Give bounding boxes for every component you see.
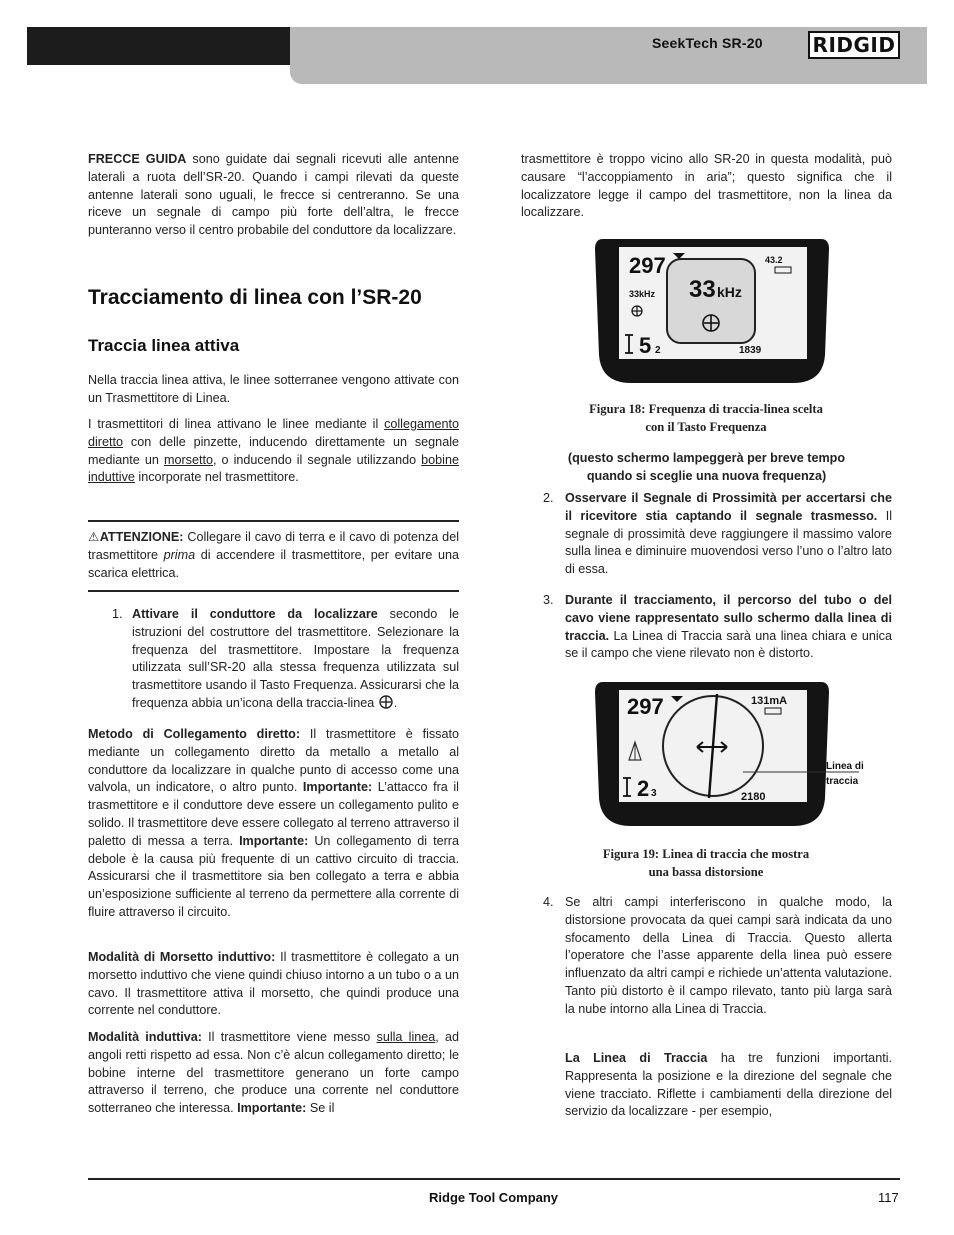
fig18-depth-unit: 2 bbox=[655, 345, 661, 356]
fig18-small-trace-icon bbox=[632, 306, 642, 316]
figure-19-caption: Figura 19: Linea di traccia che mostra una bassa distorsione bbox=[602, 847, 810, 879]
intro-paragraph: Nella traccia linea attiva, le linee sotterranee vengono attivate con un Trasmettitore di Linea. bbox=[88, 373, 459, 405]
warning-box: ⚠ATTENZIONE: Collegare il cavo di terra e il cavo di potenza del trasmettitore prima di accendere il trasmettitore, per evitare una scarica elettrica. bbox=[88, 530, 460, 580]
footer-rule bbox=[88, 1178, 900, 1180]
subsection-heading: Traccia linea attiva bbox=[88, 336, 240, 355]
figure-18-note: (questo schermo lampeggerà per breve tempo quando si sceglie una nuova frequenza) bbox=[567, 451, 846, 483]
figure-18-screen bbox=[593, 235, 831, 387]
fig18-prox-text: 1839 bbox=[739, 345, 762, 356]
transmitter-paragraph: I trasmettitori di linea attivano le linee mediante il collegamento diretto con delle pinzette, inducendo direttamente un segnale mediante un morsetto, o inducendo il segnale utilizzando bobine induttive incorporate nel trasmettitore. bbox=[88, 417, 459, 485]
frecce-guida-paragraph: FRECCE GUIDA sono guidate dai segnali ricevuti alle antenne laterali a ruota dell’SR-20. Quando i campi rilevati da queste antenne laterali sono uguali, le frecce si centreranno. Se una riceve un segnale di campo più forte dell’altra, le frecce punteranno verso il centro probabile del conduttore da localizzare. bbox=[88, 152, 459, 238]
list-number-1: 1. bbox=[112, 607, 123, 621]
footer-company: Ridge Tool Company bbox=[429, 1190, 559, 1205]
fig18-signal-text: 297 bbox=[629, 253, 666, 278]
warning-bottom-rule bbox=[88, 590, 459, 592]
air-coupling-paragraph: trasmettitore è troppo vicino allo SR-20 in questa modalità, può causare “l’accoppiamento in aria”; questo significa che il localizzatore legge il campo del trasmettitore, non la linea da localizzare. bbox=[521, 152, 892, 220]
list-item-3: Durante il tracciamento, il percorso del tubo o del cavo viene rappresentato sullo schermo dalla linea di traccia. La Linea di Traccia sarà una linea chiara e unica se il campo che viene rilevato non è distorto. bbox=[565, 593, 892, 661]
header-title: SeekTech SR-20 bbox=[652, 35, 763, 51]
warning-top-rule bbox=[88, 520, 459, 522]
fig18-freq-unit: kHz bbox=[717, 284, 742, 300]
fig18-freq-big: 33 bbox=[689, 276, 716, 303]
list-number-2: 2. bbox=[543, 491, 554, 505]
direct-connection-paragraph: Metodo di Collegamento diretto: Il trasmettitore è fissato mediante un collegamento diretto da metallo a metallo al conduttore da localizzare in qualche punto di accesso come una valvola, un indicatore, o altro punto. Importante: L’attacco fra il trasmettitore e il conduttore deve essere un collegamento pulito e solido. Il trasmettitore deve essere collegato al terreno attraverso il paletto di messa a terra. Importante: Un collegamento di terra debole è la causa più frequente di un cattivo circuito di traccia. Assicurarsi che il trasmettitore sia ben collegato a terra e abbia un’esposizione sufficiente al terreno da permettere alla corrente di fluire attraverso il circuito. bbox=[88, 727, 459, 919]
fig18-freq-small: 33kHz bbox=[629, 289, 656, 299]
fig19-current-text: 131mA bbox=[751, 695, 788, 707]
list-item-4: Se altri campi interferiscono in qualche modo, la distorsione provocata da quei campi sarà indicata da uno sfocamento della Linea di Traccia. Questo allerta l’operatore che l’asse apparente della linea può essere influenzato da altri campi e richiede un’attenta valutazione. Tanto più distorto è il campo rilevato, tanto più larga sarà la nube intorno alla Linea di Traccia. bbox=[565, 895, 892, 1016]
section-heading: Tracciamento di linea con l’SR-20 bbox=[88, 286, 422, 309]
fig19-depth-unit: 3 bbox=[651, 788, 657, 799]
ridgid-logo: RIDGID bbox=[808, 31, 900, 59]
list-number-3: 3. bbox=[543, 593, 554, 607]
header-tab bbox=[290, 64, 927, 84]
page-number: 117 bbox=[878, 1190, 899, 1205]
trace-line-icon bbox=[378, 695, 394, 709]
figure-18-caption: Figura 18: Frequenza di traccia-linea scelta con il Tasto Frequenza bbox=[589, 402, 823, 434]
inductive-clamp-paragraph: Modalità di Morsetto induttivo: Il trasmettitore è collegato a un morsetto induttivo che viene quindi chiuso intorno a un tubo o a un cavo. Il trasmettitore attiva il morsetto, che quindi produce una corrente nel conduttore. bbox=[88, 950, 459, 1018]
header-black-bar bbox=[27, 27, 292, 65]
list-item-2: Osservare il Segnale di Prossimità per accertarsi che il ricevitore stia captando il segnale trasmesso. Il segnale di prossimità deve raggiungere il massimo valore sulla linea e diminuire muovendosi verso l’uno o l’altro lato di essa. bbox=[565, 491, 892, 577]
fig19-prox-text: 2180 bbox=[741, 791, 766, 803]
fig19-depth-text: 2 bbox=[637, 776, 650, 801]
warning-icon: ⚠ bbox=[88, 530, 100, 544]
figure-19-screen bbox=[593, 680, 861, 830]
inductive-mode-paragraph: Modalità induttiva: Il trasmettitore viene messo sulla linea, ad angoli retti rispetto ad essa. Non c’è alcun collegamento diretto; le bobine interne del trasmettitore generano un forte campo attraverso il terreno, che produce una corrente nel conduttore sotterraneo che interessa. Importante: Se il bbox=[88, 1030, 459, 1116]
list-number-4: 4. bbox=[543, 895, 554, 909]
fig18-trace-icon bbox=[703, 315, 719, 331]
fig18-battery-text: 43.2 bbox=[765, 255, 783, 265]
list-item-1: Attivare il conduttore da localizzare secondo le istruzioni del costruttore del trasmettitore. Selezionare la frequenza del trasmettitore. Impostare la frequenza utilizzata sull’SR-20 alla stessa frequenza utilizzata sul trasmettitore usando il Tasto Frequenza. Assicurarsi che la frequenza abbia un’icona della traccia-linea . bbox=[132, 607, 459, 710]
fig19-callout-label: Linea di traccia bbox=[826, 761, 864, 787]
fig18-depth-text: 5 bbox=[639, 333, 652, 358]
fig19-signal-text: 297 bbox=[627, 694, 664, 719]
trace-line-functions-paragraph: La Linea di Traccia ha tre funzioni importanti. Rappresenta la posizione e la direzione del segnale che viene tracciato. Riflette i cambiamenti della direzione del servizio da localizzare - per esempio, bbox=[565, 1051, 892, 1119]
